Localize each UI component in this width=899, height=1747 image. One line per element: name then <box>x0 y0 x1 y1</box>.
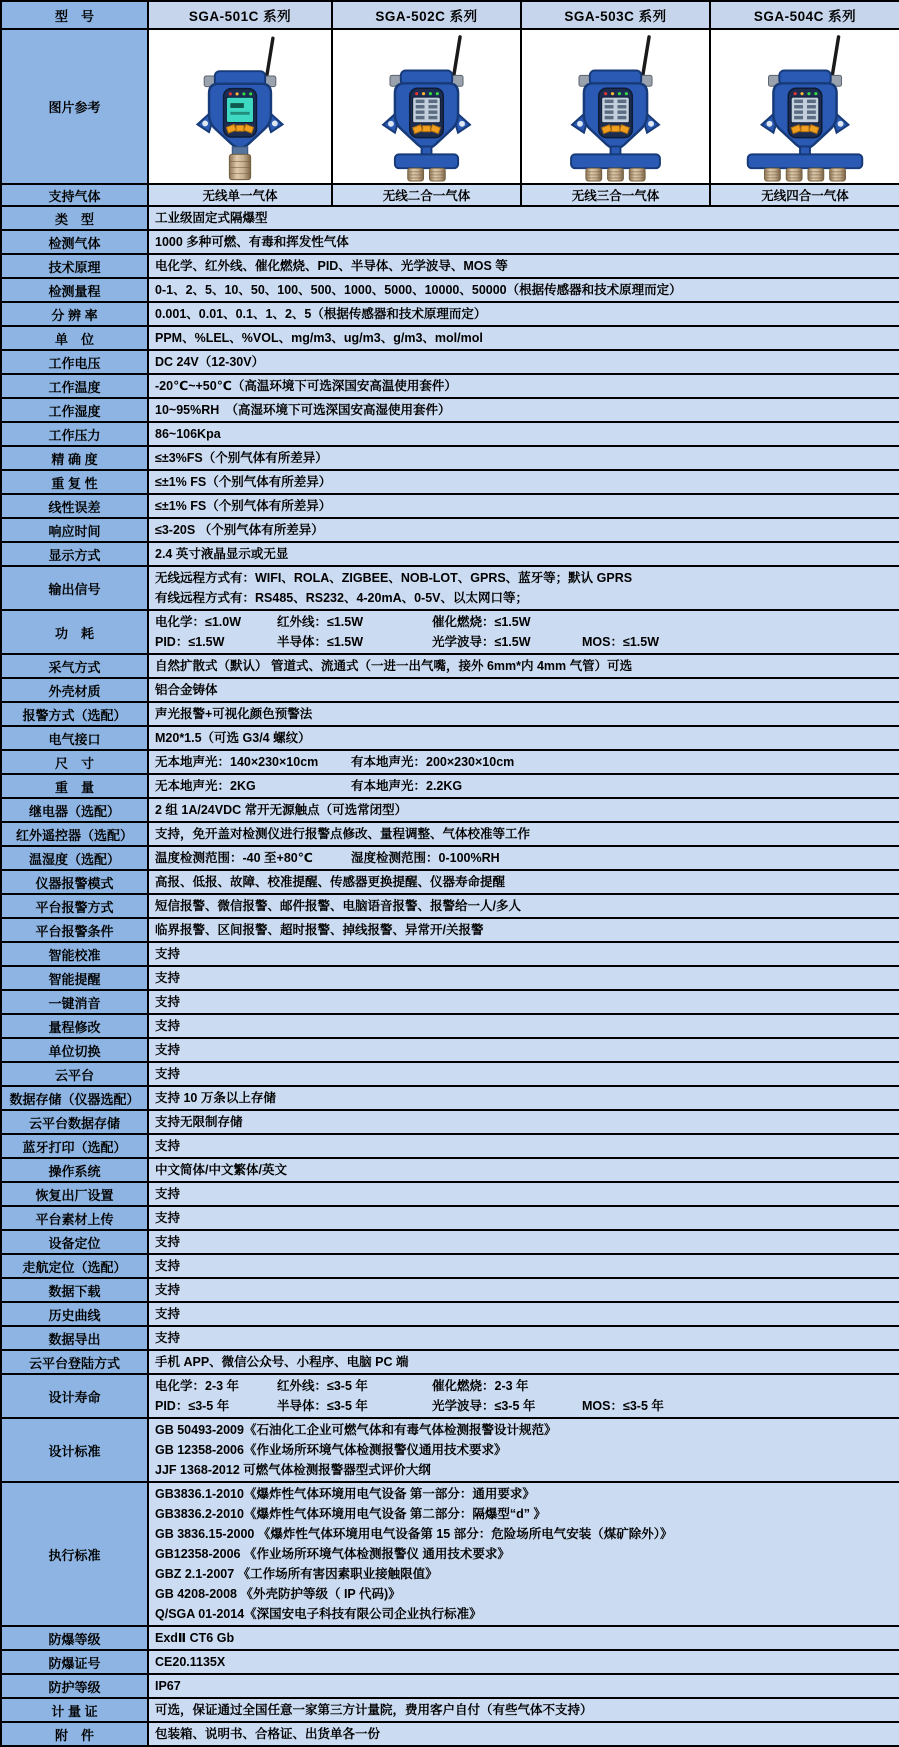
spec-label: 采气方式 <box>1 654 148 678</box>
spec-value-segment: PID：≤3-5 年 <box>155 1399 230 1413</box>
spec-row <box>1 822 899 846</box>
spec-row <box>1 350 899 374</box>
spec-value-segment: 半导体：≤1.5W <box>277 635 364 649</box>
gas-row <box>1 184 899 206</box>
spec-value <box>148 1418 899 1482</box>
spec-value <box>148 774 899 798</box>
spec-value-line: 支持 <box>155 995 181 1009</box>
spec-value-line: 支持 <box>155 1259 181 1273</box>
spec-value <box>148 1482 899 1626</box>
spec-value <box>148 678 899 702</box>
spec-value <box>148 1278 899 1302</box>
spec-value <box>148 254 899 278</box>
spec-label: 检测气体 <box>1 230 148 254</box>
spec-row <box>1 1374 899 1418</box>
spec-value <box>148 1038 899 1062</box>
spec-row <box>1 1086 899 1110</box>
image-row <box>1 29 899 184</box>
spec-row <box>1 542 899 566</box>
spec-value-line: 中文简体/中文繁体/英文 <box>155 1163 287 1177</box>
spec-value <box>148 326 899 350</box>
spec-label: 响应时间 <box>1 518 148 542</box>
spec-value-line: 86~106Kpa <box>155 427 221 441</box>
spec-value-line: 支持无限制存储 <box>155 1115 243 1129</box>
spec-row <box>1 1182 899 1206</box>
spec-value <box>148 1374 899 1418</box>
spec-label: 附 件 <box>1 1722 148 1746</box>
spec-row <box>1 302 899 326</box>
spec-value-segment: 红外线：≤3-5 年 <box>277 1379 368 1393</box>
spec-label: 设计标准 <box>1 1418 148 1482</box>
spec-value <box>148 1698 899 1722</box>
spec-row <box>1 1722 899 1746</box>
spec-value <box>148 1626 899 1650</box>
spec-row <box>1 702 899 726</box>
spec-value <box>148 422 899 446</box>
spec-value-line: 手机 APP、微信公众号、小程序、电脑 PC 端 <box>155 1355 409 1369</box>
spec-value-line: 支持 <box>155 947 181 961</box>
spec-value <box>148 726 899 750</box>
spec-value-segment: 电化学：2-3 年 <box>155 1379 240 1393</box>
spec-value <box>148 374 899 398</box>
spec-value <box>148 566 899 610</box>
spec-value-segment: 红外线：≤1.5W <box>277 615 364 629</box>
spec-value <box>148 398 899 422</box>
spec-value-segment: MOS：≤3-5 年 <box>582 1399 664 1413</box>
product-image-cell-sga-501c <box>148 29 332 184</box>
spec-value <box>148 846 899 870</box>
spec-value-line: 高报、低报、故障、校准提醒、传感器更换提醒、仪器寿命提醒 <box>155 875 506 889</box>
spec-value-line: 无线远程方式有：WIFI、ROLA、ZIGBEE、NOB-LOT、GPRS、蓝牙等；默认 GPRS <box>155 571 633 585</box>
spec-value <box>148 750 899 774</box>
spec-label: 数据存储（仪器选配） <box>1 1086 148 1110</box>
spec-row <box>1 1278 899 1302</box>
spec-value <box>148 1110 899 1134</box>
spec-value-line: 2.4 英寸液晶显示或无显 <box>155 547 289 561</box>
spec-value-line: 包装箱、说明书、合格证、出货单各一份 <box>155 1727 381 1741</box>
spec-value-line: ≤±3%FS（个别气体有所差异） <box>155 451 328 465</box>
spec-value-line: GB3836.2-2010《爆炸性气体环境用电气设备 第二部分：隔爆型“d” 》 <box>155 1507 547 1521</box>
spec-label: 执行标准 <box>1 1482 148 1626</box>
spec-label: 恢复出厂设置 <box>1 1182 148 1206</box>
spec-value <box>148 654 899 678</box>
image-row-label: 图片参考 <box>1 29 148 184</box>
spec-row <box>1 750 899 774</box>
spec-row <box>1 1254 899 1278</box>
spec-value <box>148 1674 899 1698</box>
spec-value <box>148 942 899 966</box>
spec-value-line: 有线远程方式有：RS485、RS232、4-20mA、0-5V、以太网口等； <box>155 591 529 605</box>
spec-row <box>1 726 899 750</box>
spec-value-line: 自然扩散式（默认） 管道式、流通式（一进一出气嘴，接外 6mm*内 4mm 气管）可选 <box>155 659 633 673</box>
spec-label: 重 复 性 <box>1 470 148 494</box>
spec-value-line: 电化学、红外线、催化燃烧、PID、半导体、光学波导、MOS 等 <box>155 259 508 273</box>
spec-value-line: 支持 <box>155 1331 181 1345</box>
spec-value-line: 2 组 1A/24VDC 常开无源触点（可选常闭型） <box>155 803 408 817</box>
spec-value <box>148 302 899 326</box>
spec-value-line: 可选，保证通过全国任意一家第三方计量院，费用客户自付（有些气体不支持） <box>155 1703 593 1717</box>
spec-row <box>1 774 899 798</box>
spec-value <box>148 1134 899 1158</box>
model-header-sga-501c: SGA-501C 系列 <box>148 1 332 29</box>
spec-value-segment: MOS：≤1.5W <box>582 635 660 649</box>
spec-value-segment: 半导体：≤3-5 年 <box>277 1399 368 1413</box>
product-image-sga-501c <box>149 30 331 183</box>
spec-value <box>148 990 899 1014</box>
spec-value <box>148 894 899 918</box>
spec-value-line: GB 12358-2006《作业场所环境气体检测报警仪通用技术要求》 <box>155 1443 507 1457</box>
spec-label: 精 确 度 <box>1 446 148 470</box>
spec-value-line: 支持 <box>155 971 181 985</box>
product-image-cell-sga-504c <box>710 29 899 184</box>
header-row <box>1 1 899 29</box>
spec-value <box>148 798 899 822</box>
spec-value-line: 支持 <box>155 1019 181 1033</box>
spec-value <box>148 918 899 942</box>
spec-label: 防爆证号 <box>1 1650 148 1674</box>
spec-label: 防爆等级 <box>1 1626 148 1650</box>
spec-row <box>1 1302 899 1326</box>
spec-label: 温湿度（选配） <box>1 846 148 870</box>
spec-value-line: GB 50493-2009《石油化工企业可燃气体和有毒气体检测报警设计规范》 <box>155 1423 557 1437</box>
spec-label: 报警方式（选配） <box>1 702 148 726</box>
spec-row <box>1 1326 899 1350</box>
spec-row <box>1 1014 899 1038</box>
spec-value-line: Q/SGA 01-2014《深国安电子科技有限公司企业执行标准》 <box>155 1607 482 1621</box>
spec-value-line: ≤3-20S （个别气体有所差异） <box>155 523 324 537</box>
spec-label: 数据下载 <box>1 1278 148 1302</box>
spec-row <box>1 1626 899 1650</box>
spec-row <box>1 654 899 678</box>
spec-label: 工作湿度 <box>1 398 148 422</box>
spec-label: 量程修改 <box>1 1014 148 1038</box>
spec-label: 红外遥控器（选配） <box>1 822 148 846</box>
spec-row <box>1 254 899 278</box>
spec-label: 工作温度 <box>1 374 148 398</box>
spec-value-segment: 有本地声光：200×230×10cm <box>351 755 515 769</box>
spec-value-line: GB3836.1-2010《爆炸性气体环境用电气设备 第一部分：通用要求》 <box>155 1487 535 1501</box>
spec-value <box>148 1650 899 1674</box>
spec-row <box>1 1038 899 1062</box>
spec-label: 仪器报警模式 <box>1 870 148 894</box>
spec-value-line: 支持 <box>155 1187 181 1201</box>
product-image-sga-504c <box>711 30 899 183</box>
spec-row <box>1 798 899 822</box>
spec-value <box>148 1158 899 1182</box>
spec-value-line: 临界报警、区间报警、超时报警、掉线报警、异常开/关报警 <box>155 923 484 937</box>
spec-value-line: 0-1、2、5、10、50、100、500、1000、5000、10000、50000（根据传感器和技术原理而定） <box>155 283 682 297</box>
spec-value-line: IP67 <box>155 1679 181 1693</box>
spec-row <box>1 230 899 254</box>
spec-value <box>148 542 899 566</box>
spec-value-segment: 无本地声光：2KG <box>155 779 256 793</box>
spec-row <box>1 326 899 350</box>
spec-label: 工作电压 <box>1 350 148 374</box>
model-header-sga-503c: SGA-503C 系列 <box>521 1 710 29</box>
spec-value <box>148 870 899 894</box>
spec-label: 历史曲线 <box>1 1302 148 1326</box>
spec-label: 外壳材质 <box>1 678 148 702</box>
spec-value <box>148 1230 899 1254</box>
spec-value-line: 10~95%RH （高湿环境下可选深国安高湿使用套件） <box>155 403 451 417</box>
spec-row <box>1 1230 899 1254</box>
spec-value-line: 0.001、0.01、0.1、1、2、5（根据传感器和技术原理而定） <box>155 307 487 321</box>
spec-row <box>1 1650 899 1674</box>
spec-value-line: JJF 1368-2012 可燃气体检测报警器型式评价大纲 <box>155 1463 431 1477</box>
spec-value-line: 支持 <box>155 1283 181 1297</box>
product-image-sga-502c <box>333 30 520 183</box>
spec-label: 单位切换 <box>1 1038 148 1062</box>
model-header-label: 型 号 <box>1 1 148 29</box>
spec-row <box>1 846 899 870</box>
spec-value-line: 支持 <box>155 1139 181 1153</box>
spec-value <box>148 702 899 726</box>
spec-row <box>1 1062 899 1086</box>
gas-row-label: 支持气体 <box>1 184 148 206</box>
spec-label: 技术原理 <box>1 254 148 278</box>
spec-row <box>1 1698 899 1722</box>
gas-value-sga-502c: 无线二合一气体 <box>332 184 521 206</box>
spec-label: 智能校准 <box>1 942 148 966</box>
spec-value-line: GB 4208-2008 《外壳防护等级（ IP 代码)》 <box>155 1587 401 1601</box>
spec-value <box>148 966 899 990</box>
spec-row <box>1 566 899 610</box>
spec-value-segment: 无本地声光：140×230×10cm <box>155 755 319 769</box>
spec-value-segment: 催化燃烧：2-3 年 <box>432 1379 529 1393</box>
spec-value-line: 支持 <box>155 1043 181 1057</box>
spec-label: 输出信号 <box>1 566 148 610</box>
spec-label: 操作系统 <box>1 1158 148 1182</box>
spec-label: 设备定位 <box>1 1230 148 1254</box>
spec-value-line: 工业级固定式隔爆型 <box>155 211 268 225</box>
spec-value-line: ExdⅡ CT6 Gb <box>155 1631 235 1645</box>
spec-row <box>1 1110 899 1134</box>
spec-value <box>148 610 899 654</box>
spec-value-line: 短信报警、微信报警、邮件报警、电脑语音报警、报警给一人/多人 <box>155 899 521 913</box>
spec-value-line: ≤±1% FS（个别气体有所差异） <box>155 499 332 513</box>
spec-row <box>1 966 899 990</box>
spec-row <box>1 942 899 966</box>
spec-label: 平台报警方式 <box>1 894 148 918</box>
spec-label: 平台素材上传 <box>1 1206 148 1230</box>
spec-value-line: CE20.1135X <box>155 1655 226 1669</box>
spec-row <box>1 678 899 702</box>
spec-label: 防护等级 <box>1 1674 148 1698</box>
spec-value-segment: 光学波导：≤1.5W <box>432 635 531 649</box>
spec-value <box>148 1062 899 1086</box>
spec-value-line: -20℃~+50℃（高温环境下可选深国安高温使用套件） <box>155 379 457 393</box>
spec-label: 分 辨 率 <box>1 302 148 326</box>
spec-value-line: 支持，免开盖对检测仪进行报警点修改、量程调整、气体校准等工作 <box>155 827 531 841</box>
spec-row <box>1 1418 899 1482</box>
spec-label: 蓝牙打印（选配） <box>1 1134 148 1158</box>
spec-row <box>1 610 899 654</box>
spec-label: 检测量程 <box>1 278 148 302</box>
spec-value-line: DC 24V（12-30V） <box>155 355 265 369</box>
product-image-sga-503c <box>522 30 709 183</box>
spec-row <box>1 1350 899 1374</box>
spec-value <box>148 278 899 302</box>
spec-label: 显示方式 <box>1 542 148 566</box>
spec-label: 工作压力 <box>1 422 148 446</box>
spec-label: 云平台数据存储 <box>1 1110 148 1134</box>
spec-row <box>1 398 899 422</box>
spec-label: 线性误差 <box>1 494 148 518</box>
spec-value-line: GBZ 2.1-2007 《工作场所有害因素职业接触限值》 <box>155 1567 438 1581</box>
spec-row <box>1 374 899 398</box>
spec-label: 智能提醒 <box>1 966 148 990</box>
model-header-sga-502c: SGA-502C 系列 <box>332 1 521 29</box>
spec-value-line: 铝合金铸体 <box>155 683 218 697</box>
spec-value-segment: 电化学：≤1.0W <box>155 615 242 629</box>
gas-value-sga-504c: 无线四合一气体 <box>710 184 899 206</box>
spec-value <box>148 1722 899 1746</box>
spec-row <box>1 422 899 446</box>
spec-value-line: 支持 <box>155 1211 181 1225</box>
spec-value-segment: 光学波导：≤3-5 年 <box>432 1399 536 1413</box>
spec-row <box>1 494 899 518</box>
spec-value <box>148 470 899 494</box>
spec-row <box>1 1206 899 1230</box>
spec-label: 数据导出 <box>1 1326 148 1350</box>
spec-value <box>148 1086 899 1110</box>
spec-value <box>148 1326 899 1350</box>
spec-value-line: 1000 多种可燃、有毒和挥发性气体 <box>155 235 349 249</box>
spec-row <box>1 990 899 1014</box>
spec-value <box>148 1182 899 1206</box>
spec-label: 设计寿命 <box>1 1374 148 1418</box>
spec-value <box>148 1350 899 1374</box>
gas-value-sga-501c: 无线单一气体 <box>148 184 332 206</box>
spec-row <box>1 1482 899 1626</box>
spec-value <box>148 446 899 470</box>
spec-value <box>148 494 899 518</box>
spec-value <box>148 206 899 230</box>
spec-row <box>1 870 899 894</box>
spec-row <box>1 1674 899 1698</box>
spec-value <box>148 1302 899 1326</box>
spec-value <box>148 1254 899 1278</box>
spec-label: 单 位 <box>1 326 148 350</box>
model-header-sga-504c: SGA-504C 系列 <box>710 1 899 29</box>
spec-label: 云平台登陆方式 <box>1 1350 148 1374</box>
spec-row <box>1 918 899 942</box>
spec-value-line: 支持 10 万条以上存储 <box>155 1091 276 1105</box>
product-image-cell-sga-503c <box>521 29 710 184</box>
spec-value-line: GB12358-2006 《作业场所环境气体检测报警仪 通用技术要求》 <box>155 1547 510 1561</box>
spec-label: 走航定位（选配） <box>1 1254 148 1278</box>
spec-value-line: ≤±1% FS（个别气体有所差异） <box>155 475 332 489</box>
spec-label: 重 量 <box>1 774 148 798</box>
spec-row <box>1 1134 899 1158</box>
gas-value-sga-503c: 无线三合一气体 <box>521 184 710 206</box>
spec-value-line: PPM、%LEL、%VOL、mg/m3、ug/m3、g/m3、mol/mol <box>155 331 483 345</box>
spec-row <box>1 518 899 542</box>
product-image-cell-sga-502c <box>332 29 521 184</box>
spec-label: 类 型 <box>1 206 148 230</box>
spec-label: 电气接口 <box>1 726 148 750</box>
spec-value-line: GB 3836.15-2000 《爆炸性气体环境用电气设备第 15 部分：危险场所电气安装（煤矿除外）》 <box>155 1527 673 1541</box>
spec-label: 继电器（选配） <box>1 798 148 822</box>
spec-value-segment: 湿度检测范围：0-100%RH <box>351 851 500 865</box>
spec-value-segment: 催化燃烧：≤1.5W <box>432 615 531 629</box>
spec-value <box>148 822 899 846</box>
spec-row <box>1 470 899 494</box>
spec-label: 云平台 <box>1 1062 148 1086</box>
spec-row <box>1 446 899 470</box>
spec-label: 一键消音 <box>1 990 148 1014</box>
spec-value-line: 支持 <box>155 1067 181 1081</box>
spec-value-line: M20*1.5（可选 G3/4 螺纹） <box>155 731 311 745</box>
spec-value-segment: 有本地声光：2.2KG <box>351 779 463 793</box>
spec-row <box>1 894 899 918</box>
spec-value <box>148 350 899 374</box>
spec-label: 计 量 证 <box>1 1698 148 1722</box>
spec-value-line: 声光报警+可视化颜色预警法 <box>155 707 313 721</box>
spec-value-line: 支持 <box>155 1235 181 1249</box>
spec-value <box>148 1014 899 1038</box>
spec-row <box>1 1158 899 1182</box>
spec-value-segment: PID：≤1.5W <box>155 635 225 649</box>
spec-row <box>1 206 899 230</box>
spec-row <box>1 278 899 302</box>
spec-label: 平台报警条件 <box>1 918 148 942</box>
spec-value <box>148 518 899 542</box>
spec-label: 尺 寸 <box>1 750 148 774</box>
spec-label: 功 耗 <box>1 610 148 654</box>
spec-value <box>148 1206 899 1230</box>
spec-value-segment: 温度检测范围：-40 至+80℃ <box>155 851 313 865</box>
spec-value <box>148 230 899 254</box>
spec-value-line: 支持 <box>155 1307 181 1321</box>
